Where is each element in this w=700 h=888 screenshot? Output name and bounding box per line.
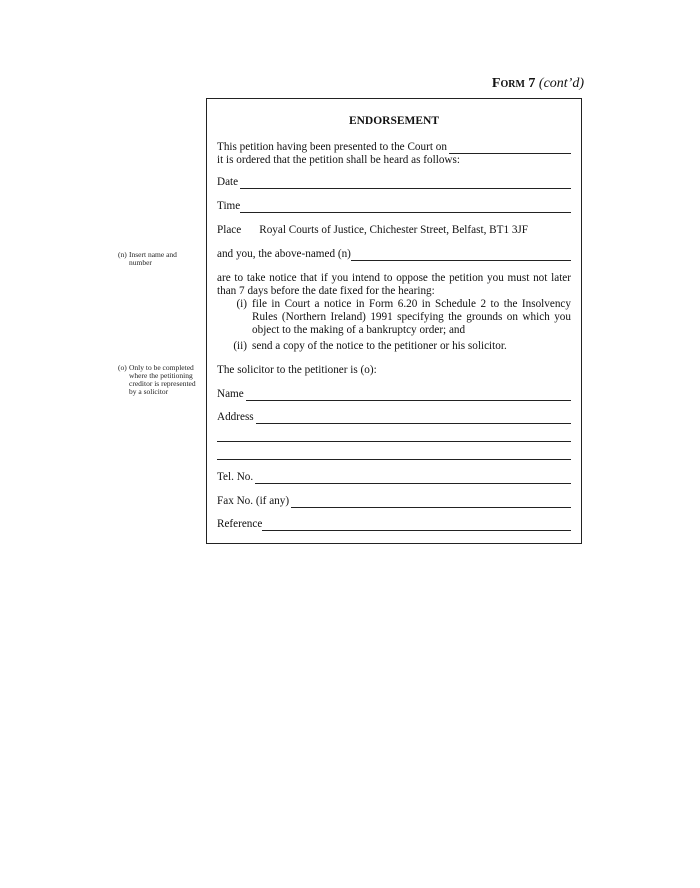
list-item bbox=[227, 298, 571, 337]
reference-line bbox=[217, 518, 571, 531]
endorsement-title: ENDORSEMENT bbox=[348, 115, 440, 127]
address-label: Address bbox=[217, 411, 254, 423]
place-line bbox=[217, 224, 571, 237]
date-line bbox=[217, 176, 571, 189]
note-tag: (n) bbox=[118, 250, 127, 259]
address-line bbox=[217, 411, 571, 424]
time-line bbox=[217, 200, 571, 213]
time-field[interactable] bbox=[240, 202, 571, 213]
item-text: file in Court a notice in Form 6.20 in Schedule 2 to the Insolvency Rules (Northern Ireland) 1991 specifying the grounds on which you object to the making of a bankruptcy order; and bbox=[252, 298, 571, 336]
name-line bbox=[217, 388, 571, 401]
intro-text: This petition having been presented to the Court on bbox=[217, 141, 447, 153]
item-text: send a copy of the notice to the petitioner or his solicitor. bbox=[252, 340, 507, 352]
named-field[interactable] bbox=[351, 250, 571, 261]
page-header bbox=[492, 76, 584, 92]
note-text: Only to be completed where the petitioning creditor is represented by a solicitor bbox=[129, 363, 196, 396]
fax-label: Fax No. (if any) bbox=[217, 495, 290, 507]
reference-field[interactable] bbox=[262, 520, 571, 531]
intro-text-2: it is ordered that the petition shall be heard as follows: bbox=[217, 154, 460, 166]
solicitor-text: The solicitor to the petitioner is (o): bbox=[217, 364, 377, 376]
address-field-2[interactable] bbox=[217, 441, 571, 442]
date-label: Date bbox=[217, 176, 239, 188]
fax-line bbox=[217, 495, 571, 508]
fax-field[interactable] bbox=[291, 497, 571, 508]
note-tag: (o) bbox=[118, 363, 127, 372]
court-date-field[interactable] bbox=[449, 143, 571, 154]
form-label: Form 7 bbox=[491, 76, 536, 91]
item-number: (i) bbox=[236, 298, 247, 310]
note-text: Insert name and number bbox=[129, 250, 177, 267]
named-line bbox=[217, 248, 571, 261]
endorsement-box bbox=[206, 98, 582, 544]
notice-text: are to take notice that if you intend to oppose the petition you must not later than 7 days before the date fixed for the hearing: bbox=[217, 272, 571, 297]
tel-field[interactable] bbox=[255, 473, 571, 484]
margin-note-n bbox=[118, 251, 196, 267]
tel-label: Tel. No. bbox=[217, 471, 254, 483]
tel-line bbox=[217, 471, 571, 484]
reference-label: Reference bbox=[217, 518, 263, 530]
continued-label: (cont’d) bbox=[538, 76, 584, 91]
place-value: Royal Courts of Justice, Chichester Street, Belfast, BT1 3JF bbox=[259, 224, 529, 236]
name-field[interactable] bbox=[246, 390, 571, 401]
item-number: (ii) bbox=[233, 340, 247, 352]
time-label: Time bbox=[217, 200, 241, 212]
address-field-3[interactable] bbox=[217, 459, 571, 460]
place-label: Place bbox=[217, 224, 242, 236]
list-item bbox=[227, 340, 571, 353]
address-field[interactable] bbox=[256, 413, 571, 424]
date-field[interactable] bbox=[240, 178, 571, 189]
name-label: Name bbox=[217, 388, 244, 400]
margin-note-o bbox=[118, 364, 196, 396]
named-label: and you, the above-named (n) bbox=[217, 248, 351, 260]
court-date-line bbox=[217, 141, 571, 154]
